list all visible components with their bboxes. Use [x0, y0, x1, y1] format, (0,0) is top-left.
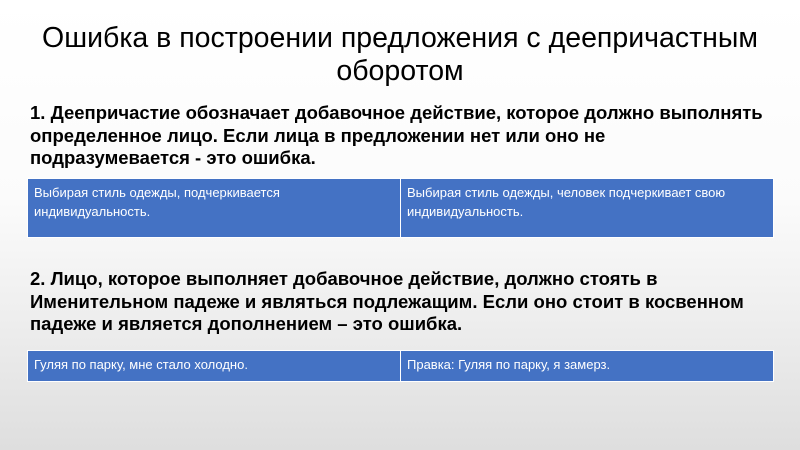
rule-1-text: 1. Деепричастие обозначает добавочное действие, которое должно выполнять определенное лицо. Если лица в предложении нет или оно не подразумевается - это ошибка.: [30, 102, 763, 168]
example-table-1: [27, 178, 774, 238]
table-row: [28, 351, 774, 382]
slide-title: Ошибка в построении предложения с деепричастным оборотом: [42, 22, 758, 87]
corrected-example-cell: Выбирая стиль одежды, человек подчеркивает свою индивидуальность.: [401, 179, 774, 238]
wrong-example-cell: Выбирая стиль одежды, подчеркивается индивидуальность.: [28, 179, 401, 238]
wrong-example-cell: Гуляя по парку, мне стало холодно.: [28, 351, 401, 382]
table-row: [28, 179, 774, 238]
rule-2-text: 2. Лицо, которое выполняет добавочное действие, должно стоять в Именительном падеже и являться подлежащим. Если оно стоит в косвенном падеже и является дополнением – это ошибка.: [30, 268, 744, 334]
corrected-example-cell: Правка: Гуляя по парку, я замерз.: [401, 351, 774, 382]
example-table-2: [27, 350, 774, 382]
